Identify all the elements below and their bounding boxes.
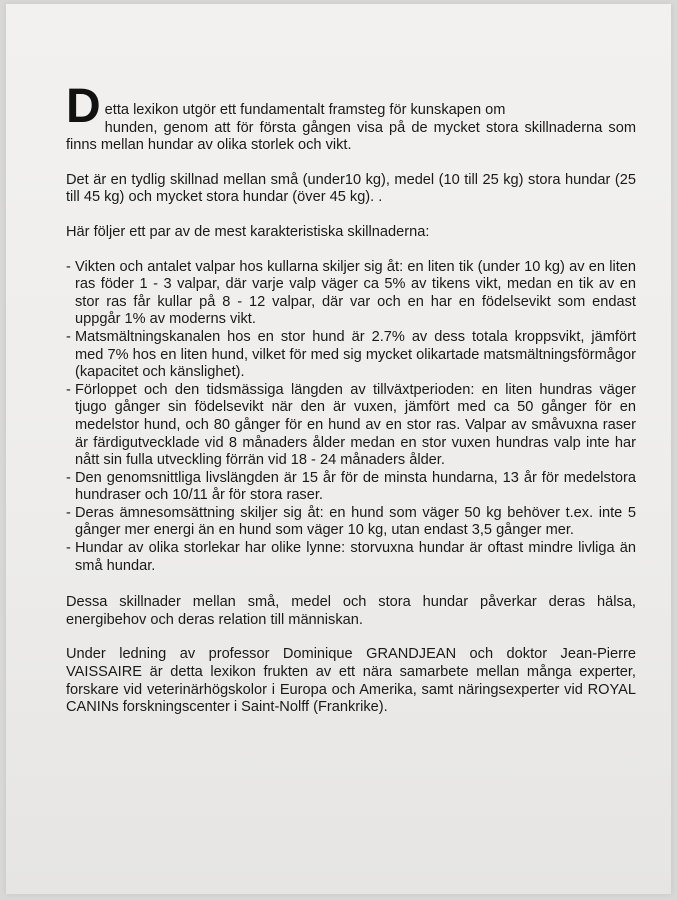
intro-first-line: etta lexikon utgör ett fundamentalt framsteg för kunskapen om	[104, 102, 506, 118]
list-item-text: Förloppet och den tidsmässiga längden av tillväxtperioden: en liten hundras väger tjugo gånger sin födelsevikt när den är vuxen, jämfört med ca 50 gånger för en medelstor hund, och 80 gånger för en hund av en stor ras. Valpar av småvuxna raser är färdigutvecklade vid 8 månaders ålder medan en stor vuxen hundras valp inte har nått sin fulla utveckling förrän vid 18 - 24 månaders ålder.	[75, 381, 636, 469]
intro-paragraph	[66, 82, 636, 155]
drop-cap: D	[66, 82, 101, 133]
list-item-text: Den genomsnittliga livslängden är 15 år för de minsta hundarna, 13 år för medelstora hundraser och 10/11 år för stora raser.	[75, 469, 636, 504]
impact-paragraph: Dessa skillnader mellan små, medel och stora hundar påverkar deras hälsa, energibehov och deras relation till människan.	[66, 594, 636, 628]
differences-list	[66, 259, 636, 576]
list-item-text: Hundar av olika storlekar har olike lynne: storvuxna hundar är oftast mindre livliga än små hundar.	[75, 540, 636, 574]
list-item	[66, 259, 636, 329]
list-dash: -	[66, 328, 71, 345]
list-dash: -	[66, 504, 71, 521]
credits-paragraph: Under ledning av professor Dominique GRANDJEAN och doktor Jean-Pierre VAISSAIRE är detta lexikon frukten av ett nära samarbete mellan många experter, forskare vid veterinärhögskolor i Europa och Amerika, samt näringsexperter vid ROYAL CANINs forskningscenter i Saint-Nolff (Frankrike).	[66, 646, 636, 716]
list-dash: -	[66, 469, 71, 486]
list-dash: -	[66, 381, 71, 398]
intro-rest: hunden, genom att för första gången visa på de mycket stora skillnaderna som finns mellan hundar av olika storlek och vikt.	[66, 119, 636, 154]
document-page	[6, 4, 671, 894]
list-dash: -	[66, 258, 71, 275]
list-item	[66, 540, 636, 575]
list-item-text: Vikten och antalet valpar hos kullarna skiljer sig åt: en liten tik (under 10 kg) av en liten ras föder 1 - 3 valpar, där varje valp väger ca 5% av tikens vikt, medan en tik av en stor ras får kullar på 8 - 12 valpar, där var och en har en födelsevikt som endast uppgår 1% av moderns vikt.	[75, 258, 636, 328]
list-item	[66, 505, 636, 540]
size-categories-paragraph: Det är en tydlig skillnad mellan små (under10 kg), medel (10 till 25 kg) stora hundar (25 till 45 kg) och mycket stora hundar (över 45 kg). .	[66, 171, 636, 206]
list-dash: -	[66, 540, 71, 557]
list-item	[66, 329, 636, 382]
list-item	[66, 470, 636, 505]
list-item	[66, 382, 636, 470]
list-item-text: Deras ämnesomsättning skiljer sig åt: en hund som väger 50 kg behöver t.ex. inte 5 gånger mer energi än en hund som väger 10 kg, utan endast 3,5 gånger mer.	[75, 504, 636, 539]
differences-heading-paragraph: Här följer ett par av de mest karakteristiska skillnaderna:	[66, 223, 430, 240]
list-item-text: Matsmältningskanalen hos en stor hund är 2.7% av dess totala kroppsvikt, jämfört med 7% hos en liten hund, vilket för med sig mycket olikartade matsmältningsförmågor (kapacitet och känslighet).	[75, 328, 636, 381]
document-body	[66, 82, 636, 734]
